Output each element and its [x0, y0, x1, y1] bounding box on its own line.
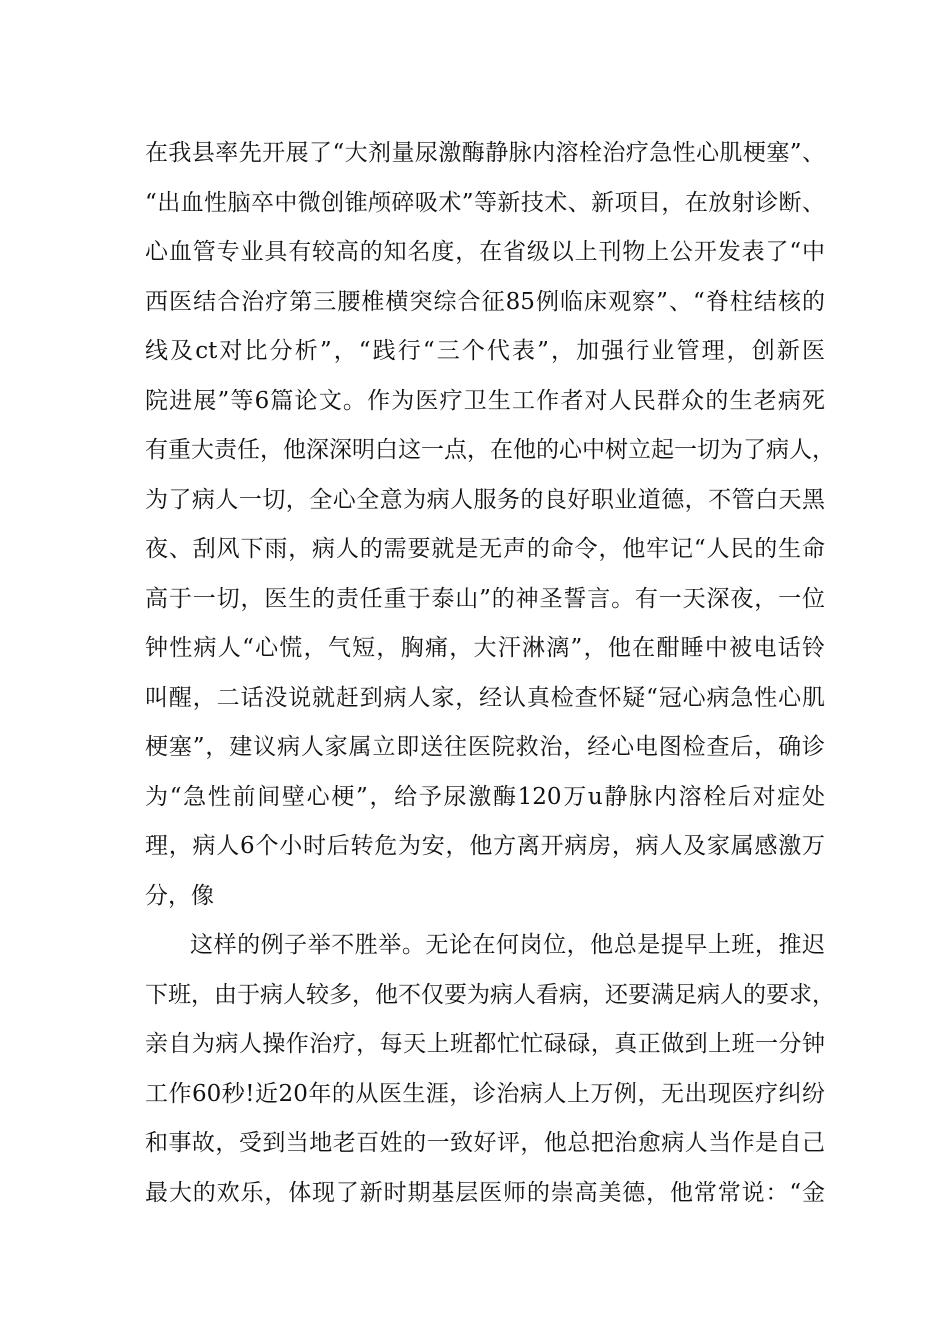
text-line: 为了病人一切，全心全意为病人服务的良好职业道德，不管白天黑 — [145, 486, 825, 513]
text-line: 心血管专业具有较高的知名度，在省级以上刊物上公开发表了“中 — [145, 239, 825, 265]
text-line: 和事故，受到当地老百姓的一致好评，他总把治愈病人当作是自己 — [145, 1130, 825, 1156]
text-line: 理，病人6个小时后转危为安，他方离开病房，病人及家属感激万 — [145, 833, 825, 859]
text-line: 有重大责任，他深深明白这一点，在他的心中树立起一切为了病人， — [145, 437, 835, 463]
text-line: 西医结合治疗第三腰椎横突综合征85例临床观察”、“脊柱结核的 — [145, 288, 825, 315]
body-text — [145, 129, 835, 1218]
text-line: 线及ct对比分析”，“践行“三个代表”，加强行业管理，创新医 — [145, 338, 825, 364]
text-line: 为“急性前间壁心梗”，给予尿激酶120万u静脉内溶栓后对症处 — [145, 783, 825, 810]
text-line: 高于一切，医生的责任重于泰山”的神圣誓言。有一天深夜，一位 — [145, 585, 825, 612]
text-line: 下班，由于病人较多，他不仅要为病人看病，还要满足病人的要求， — [145, 981, 835, 1008]
text-line: 工作60秒!近20年的从医生涯，诊治病人上万例，无出现医疗纠纷 — [145, 1080, 825, 1107]
text-line: 在我县率先开展了“大剂量尿激酶静脉内溶栓治疗急性心肌梗塞”、 — [145, 140, 825, 166]
text-line: 亲自为病人操作治疗，每天上班都忙忙碌碌，真正做到上班一分钟 — [145, 1031, 825, 1057]
text-line: 叫醒，二话没说就赶到病人家，经认真检查怀疑“冠心病急性心肌 — [145, 684, 825, 711]
text-line: “出血性脑卒中微创锥颅碎吸术”等新技术、新项目，在放射诊断、 — [145, 189, 825, 216]
text-line: 钟性病人“心慌，气短，胸痛，大汗淋漓”，他在酣睡中被电话铃 — [145, 635, 825, 661]
text-line: 分，像 — [145, 882, 214, 909]
text-line: 最大的欢乐，体现了新时期基层医师的崇高美德，他常常说：“金 — [145, 1179, 825, 1206]
text-line: 这样的例子举不胜举。无论在何岗位，他总是提早上班，推迟 — [190, 932, 825, 958]
text-line: 梗塞”，建议病人家属立即送往医院救治，经心电图检查后，确诊 — [145, 734, 825, 760]
text-line: 院进展”等6篇论文。作为医疗卫生工作者对人民群众的生老病死 — [145, 387, 825, 414]
text-line: 夜、刮风下雨，病人的需要就是无声的命令，他牢记“人民的生命 — [145, 536, 825, 562]
